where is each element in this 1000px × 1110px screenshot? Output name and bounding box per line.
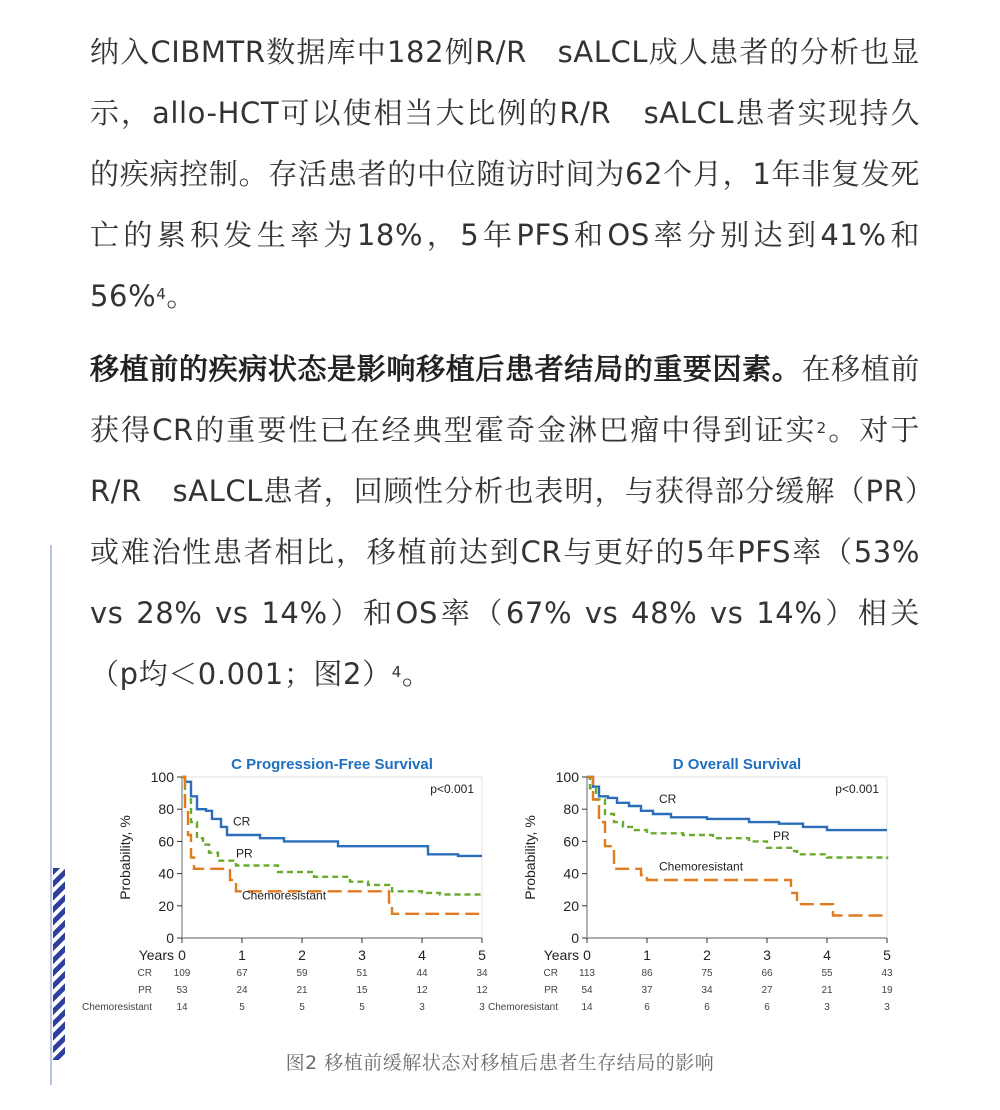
body-text: 在移植前获得CR的重要性已在经典型霍奇金淋巴瘤中得到证实 (90, 352, 921, 447)
body-text: 。 (401, 657, 432, 691)
x-tick-label: 1 (238, 947, 246, 963)
p-value: p<0.001 (430, 782, 474, 796)
x-tick-label: 3 (763, 947, 771, 963)
risk-count: 53 (176, 985, 188, 996)
series-label-pr: PR (773, 828, 790, 843)
risk-count: 15 (356, 985, 368, 996)
risk-count: 3 (884, 1002, 890, 1013)
reference-superscript: 4 (156, 285, 167, 303)
chart-title: C Progression-Free Survival (231, 756, 433, 773)
series-line-chemoresistant (587, 777, 887, 916)
risk-count: 19 (881, 985, 893, 996)
x-axis-label: Years (138, 947, 174, 963)
risk-row-label: Chemoresistant (487, 1002, 558, 1013)
decorative-stripes (53, 868, 65, 1060)
series-label-cr: CR (233, 814, 251, 829)
risk-count: 24 (236, 985, 248, 996)
p-value: p<0.001 (835, 782, 879, 796)
x-tick-label: 1 (643, 947, 651, 963)
y-tick-label: 100 (150, 769, 174, 785)
survival-curves-figure (81, 750, 900, 1020)
y-tick-label: 20 (563, 897, 579, 914)
figure-2 (81, 750, 900, 1020)
risk-row-label: PR (544, 985, 558, 996)
x-axis-label: Years (543, 947, 579, 963)
risk-count: 6 (764, 1002, 770, 1013)
y-axis-label: Probability, % (522, 815, 538, 900)
y-tick-label: 20 (158, 897, 174, 914)
x-tick-label: 4 (823, 947, 831, 963)
y-tick-label: 40 (563, 865, 579, 882)
risk-count: 86 (641, 968, 653, 979)
y-tick-label: 80 (563, 801, 579, 818)
risk-count: 66 (761, 968, 773, 979)
article-body (90, 22, 920, 717)
risk-row-label: Chemoresistant (81, 1002, 152, 1013)
paragraph-1 (90, 22, 920, 327)
emphasis-text: 移植前的疾病状态是影响移植后患者结局的重要因素。 (90, 352, 802, 386)
risk-count: 67 (236, 968, 248, 979)
risk-count: 37 (641, 985, 653, 996)
risk-count: 27 (761, 985, 773, 996)
paragraph-2 (90, 339, 920, 705)
risk-count: 5 (239, 1002, 245, 1013)
risk-count: 55 (821, 968, 833, 979)
risk-count: 12 (416, 985, 428, 996)
reference-superscript: 4 (391, 663, 402, 681)
risk-count: 5 (359, 1002, 365, 1013)
series-label-pr: PR (236, 846, 253, 861)
body-text: 。对于R/R sALCL患者，回顾性分析也表明，与获得部分缓解（PR）或难治性患者相比，移植前达到CR与更好的5年PFS率（53% vs 28% vs 14%）和OS率（67% vs 48% vs 14%）相关（p均＜0.001；图2） (90, 413, 920, 691)
risk-count: 59 (296, 968, 308, 979)
chart-title: D Overall Survival (672, 756, 802, 773)
x-tick-label: 2 (703, 947, 711, 963)
risk-count: 6 (704, 1002, 710, 1013)
reference-superscript: 2 (816, 419, 827, 437)
risk-count: 51 (356, 968, 368, 979)
x-tick-label: 5 (478, 947, 486, 963)
y-tick-label: 0 (571, 930, 579, 946)
y-tick-label: 80 (158, 801, 174, 818)
y-tick-label: 0 (166, 930, 174, 946)
y-tick-label: 60 (563, 833, 579, 850)
y-tick-label: 60 (158, 833, 174, 850)
left-accent-rule (50, 545, 52, 1085)
x-tick-label: 0 (583, 947, 591, 963)
figure-caption: 图2 移植前缓解状态对移植后患者生存结局的影响 (285, 1052, 715, 1074)
risk-row-label: PR (138, 985, 152, 996)
risk-count: 34 (476, 968, 488, 979)
risk-count: 21 (821, 985, 833, 996)
risk-count: 14 (176, 1002, 188, 1013)
risk-count: 12 (476, 985, 488, 996)
risk-count: 109 (173, 968, 191, 979)
risk-count: 6 (644, 1002, 650, 1013)
risk-count: 113 (579, 968, 595, 979)
risk-count: 3 (419, 1002, 425, 1013)
series-label-chemoresistant: Chemoresistant (659, 859, 744, 874)
body-text: 。 (166, 279, 197, 313)
body-text: 纳入CIBMTR数据库中182例R/R sALCL成人患者的分析也显示，allo-HCT可以使相当大比例的R/R sALCL患者实现持久的疾病控制。存活患者的中位随访时间为62个月，1年非复发死亡的累积发生率为18%，5年PFS和OS率分别达到41%和56% (90, 35, 920, 313)
y-tick-label: 40 (158, 865, 174, 882)
series-label-chemoresistant: Chemoresistant (242, 888, 327, 903)
x-tick-label: 5 (883, 947, 891, 963)
risk-count: 43 (881, 968, 893, 979)
risk-count: 3 (479, 1002, 485, 1013)
y-tick-label: 100 (555, 769, 579, 785)
risk-count: 44 (416, 968, 428, 979)
risk-count: 34 (701, 985, 713, 996)
risk-count: 5 (299, 1002, 305, 1013)
risk-row-label: CR (543, 968, 558, 979)
risk-count: 14 (581, 1002, 593, 1013)
series-label-cr: CR (659, 791, 677, 806)
x-tick-label: 4 (418, 947, 426, 963)
y-axis-label: Probability, % (117, 815, 133, 900)
x-tick-label: 3 (358, 947, 366, 963)
risk-count: 21 (296, 985, 308, 996)
risk-row-label: CR (137, 968, 152, 979)
risk-count: 75 (701, 968, 713, 979)
x-tick-label: 0 (178, 947, 186, 963)
x-tick-label: 2 (298, 947, 306, 963)
risk-count: 54 (581, 985, 593, 996)
risk-count: 3 (824, 1002, 830, 1013)
